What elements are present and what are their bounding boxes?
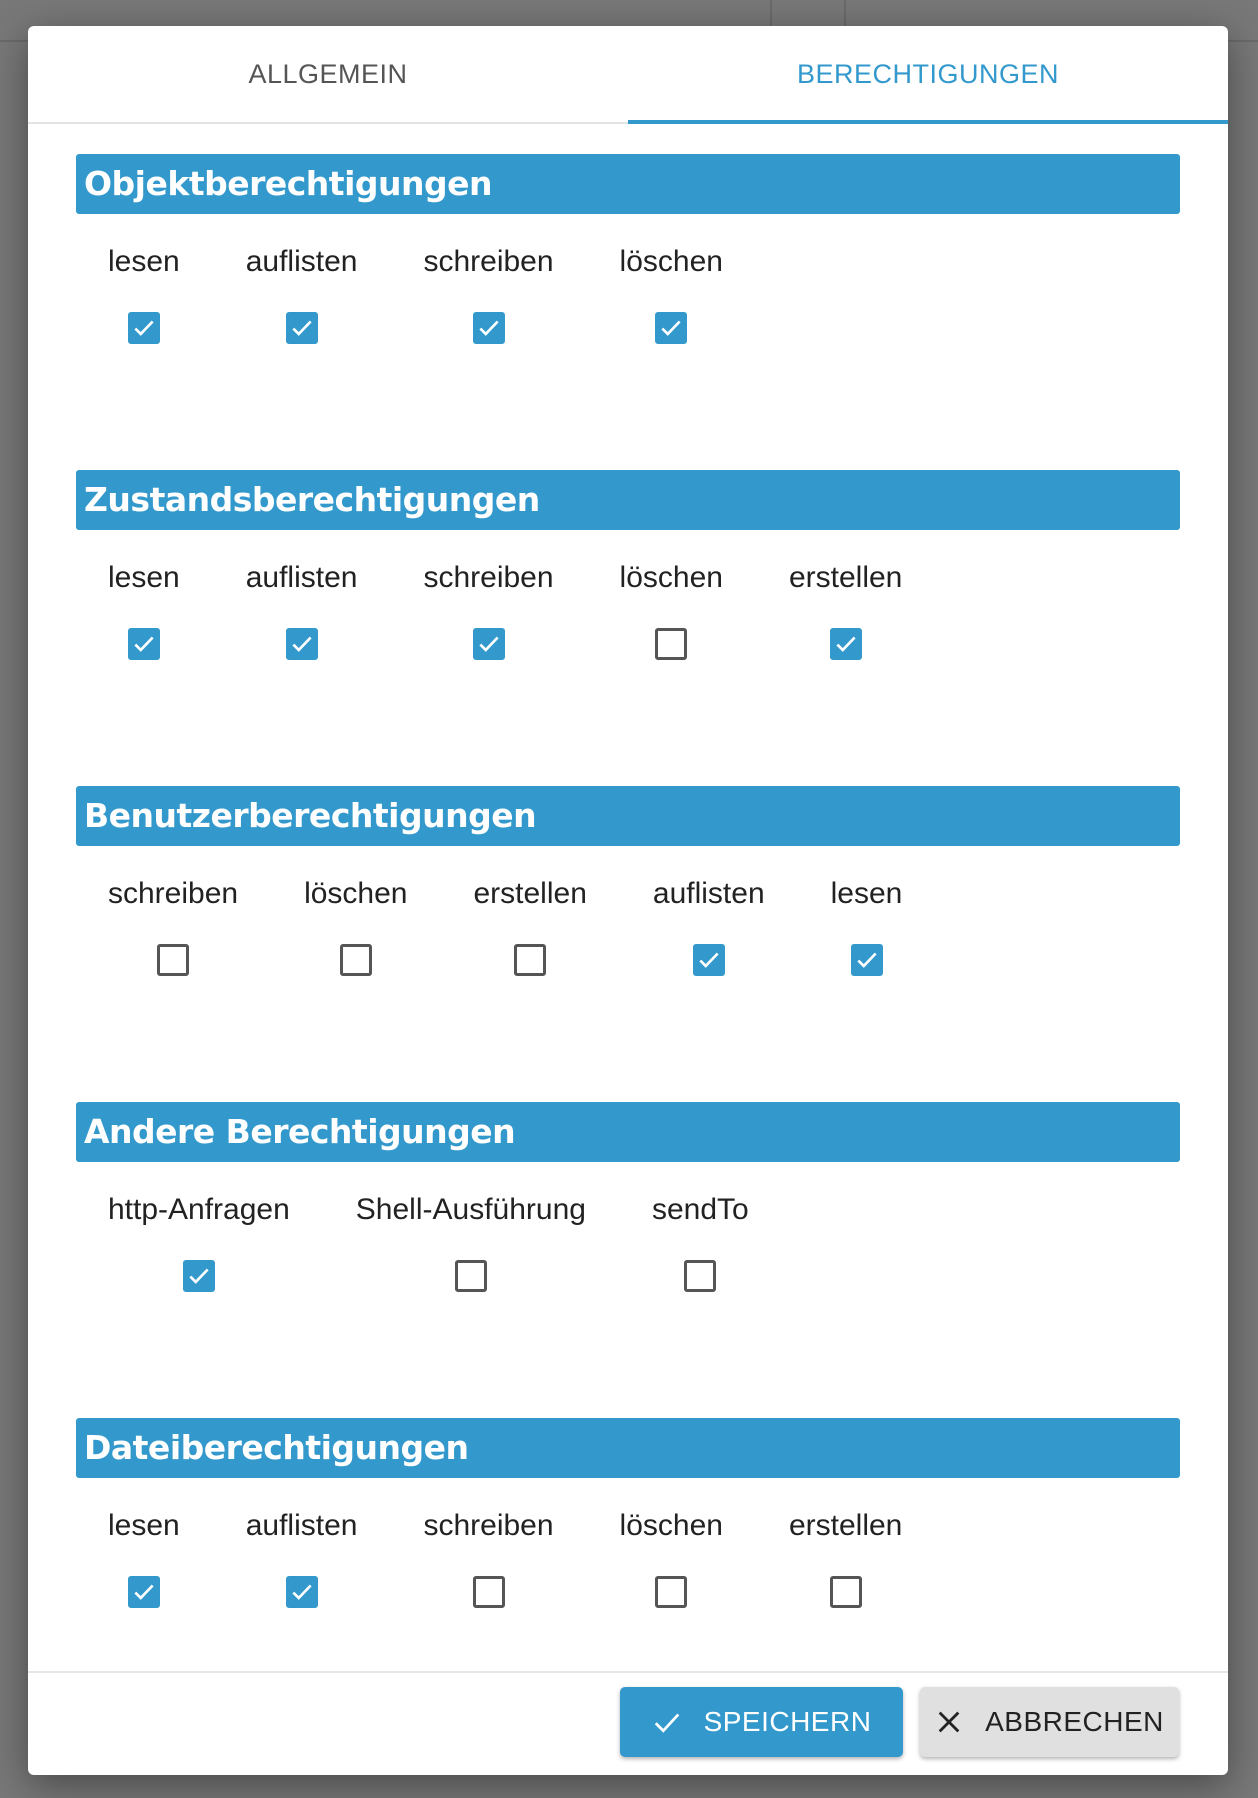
permission-label: auflisten: [652, 877, 765, 910]
section-header: Andere Berechtigungen: [76, 1102, 1180, 1162]
permission-checkbox[interactable]: [693, 944, 725, 976]
permission-row: [76, 560, 1180, 660]
permission-auflisten: [246, 244, 358, 344]
permission-checkbox[interactable]: [473, 1576, 505, 1608]
permission-checkbox[interactable]: [851, 944, 883, 976]
cancel-label: ABBRECHEN: [985, 1706, 1164, 1737]
permission-label: lesen: [108, 245, 180, 278]
permission-schreiben: [108, 876, 238, 976]
permission-checkbox[interactable]: [473, 312, 505, 344]
checkmark-icon: [289, 1579, 315, 1605]
permission-checkbox[interactable]: [684, 1260, 716, 1292]
permission-checkbox[interactable]: [128, 1576, 160, 1608]
checkmark-icon: [131, 631, 157, 657]
permission-schreiben: [423, 244, 553, 344]
checkmark-icon: [289, 315, 315, 341]
permission-checkbox[interactable]: [128, 312, 160, 344]
permission-row: [76, 1192, 1180, 1292]
section-header: Zustandsberechtigungen: [76, 470, 1180, 530]
permission-label: sendTo: [651, 1193, 749, 1226]
permissions-content: [76, 154, 1180, 1734]
permission-label: löschen: [619, 1509, 723, 1542]
permission-label: Shell-Ausführung: [355, 1193, 586, 1226]
permission-label: schreiben: [108, 877, 239, 910]
permission-checkbox[interactable]: [455, 1260, 487, 1292]
permission-row: [76, 1508, 1180, 1608]
permission-label: erstellen: [788, 561, 903, 594]
permission-auflisten: [246, 1508, 358, 1608]
permission-lesen: [108, 244, 180, 344]
permission-row: [76, 876, 1180, 976]
section-header: Dateiberechtigungen: [76, 1418, 1180, 1478]
checkmark-icon: [696, 947, 722, 973]
close-icon: [935, 1708, 963, 1736]
permission-l-schen: [620, 1508, 723, 1608]
permission-checkbox[interactable]: [655, 628, 687, 660]
checkmark-icon: [854, 947, 880, 973]
checkmark-icon: [186, 1263, 212, 1289]
permission-checkbox[interactable]: [655, 312, 687, 344]
permission-checkbox[interactable]: [286, 628, 318, 660]
permission-shell-ausf-hrung: [356, 1192, 586, 1292]
permission-lesen: [108, 560, 180, 660]
checkmark-icon: [658, 315, 684, 341]
permission-l-schen: [620, 560, 723, 660]
permissions-dialog: [28, 26, 1228, 1775]
dialog-footer: [28, 1671, 1228, 1775]
permission-checkbox[interactable]: [128, 628, 160, 660]
save-label: SPEICHERN: [703, 1706, 872, 1737]
checkmark-icon: [476, 631, 502, 657]
permission-http-anfragen: [108, 1192, 290, 1292]
permission-label: schreiben: [423, 245, 554, 278]
permission-row: [76, 244, 1180, 344]
permission-auflisten: [653, 876, 765, 976]
permission-checkbox[interactable]: [830, 1576, 862, 1608]
permission-l-schen: [304, 876, 407, 976]
section-header: Objektberechtigungen: [76, 154, 1180, 214]
check-icon: [652, 1707, 682, 1737]
tab-general[interactable]: ALLGEMEIN: [248, 58, 408, 89]
section-benutzerberechtigungen: [76, 786, 1180, 1102]
save-button[interactable]: [620, 1687, 903, 1757]
permission-checkbox[interactable]: [340, 944, 372, 976]
checkmark-icon: [289, 631, 315, 657]
permission-sendto: [652, 1192, 749, 1292]
permission-label: auflisten: [245, 561, 358, 594]
cancel-button[interactable]: [920, 1687, 1179, 1757]
permission-label: löschen: [619, 245, 723, 278]
permission-checkbox[interactable]: [183, 1260, 215, 1292]
permission-label: löschen: [304, 877, 408, 910]
permission-label: löschen: [619, 561, 723, 594]
tab-permissions[interactable]: BERECHTIGUNGEN: [628, 26, 1228, 122]
permission-label: erstellen: [788, 1509, 903, 1542]
permission-checkbox[interactable]: [655, 1576, 687, 1608]
permission-lesen: [831, 876, 903, 976]
section-objektberechtigungen: [76, 154, 1180, 470]
permission-erstellen: [789, 1508, 902, 1608]
permission-label: auflisten: [245, 1509, 358, 1542]
permission-label: schreiben: [423, 561, 554, 594]
permission-erstellen: [789, 560, 902, 660]
permission-erstellen: [473, 876, 586, 976]
checkmark-icon: [131, 315, 157, 341]
permission-checkbox[interactable]: [286, 312, 318, 344]
permission-checkbox[interactable]: [514, 944, 546, 976]
permission-checkbox[interactable]: [830, 628, 862, 660]
permission-schreiben: [423, 1508, 553, 1608]
permission-checkbox[interactable]: [473, 628, 505, 660]
checkmark-icon: [476, 315, 502, 341]
section-header: Benutzerberechtigungen: [76, 786, 1180, 846]
permission-checkbox[interactable]: [157, 944, 189, 976]
tab-bar: [28, 26, 1228, 124]
permission-checkbox[interactable]: [286, 1576, 318, 1608]
permission-label: schreiben: [423, 1509, 554, 1542]
permission-schreiben: [423, 560, 553, 660]
permission-label: lesen: [108, 561, 180, 594]
permission-label: lesen: [830, 877, 903, 910]
section-zustandsberechtigungen: [76, 470, 1180, 786]
section-andere-berechtigungen: [76, 1102, 1180, 1418]
permission-auflisten: [246, 560, 358, 660]
permission-l-schen: [620, 244, 723, 344]
permission-label: http-Anfragen: [108, 1193, 290, 1226]
permission-label: lesen: [108, 1509, 180, 1542]
permission-label: erstellen: [473, 877, 587, 910]
permission-label: auflisten: [245, 245, 358, 278]
checkmark-icon: [131, 1579, 157, 1605]
checkmark-icon: [833, 631, 859, 657]
permission-lesen: [108, 1508, 180, 1608]
